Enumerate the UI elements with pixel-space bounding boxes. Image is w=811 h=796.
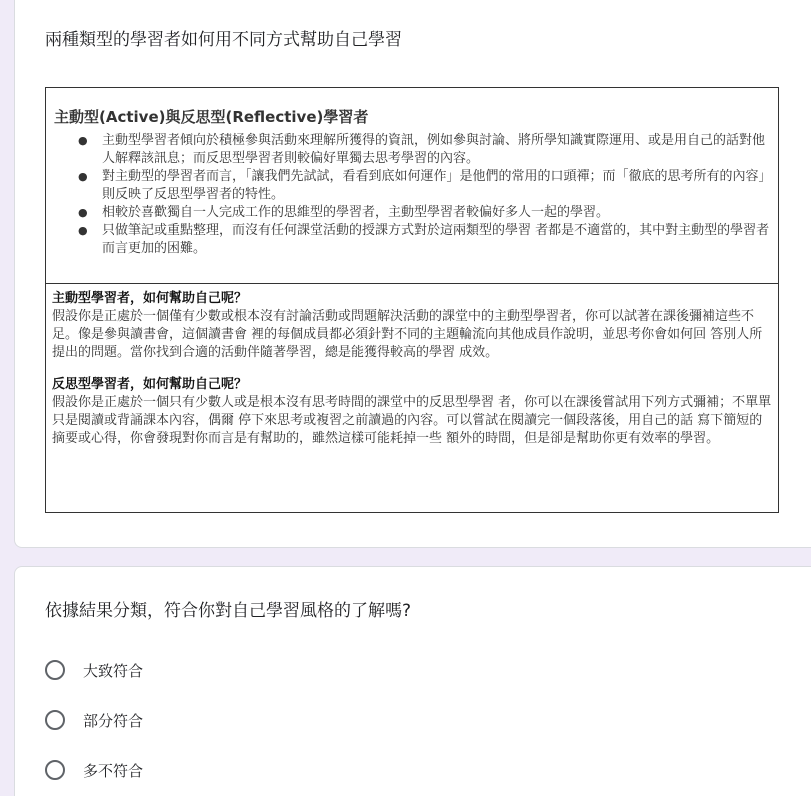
radio-option[interactable] xyxy=(45,757,143,783)
info-bullet-list xyxy=(54,132,770,258)
info-bullet: ● 只做筆記或重點整理，而沒有任何課堂活動的授課方式對於這兩類型的學習 者都是不適當的，其中對主動型的學習者而言更加的困難。 xyxy=(54,222,770,258)
reflective-tips-text: 假設你是正處於一個只有少數人或是根本沒有思考時間的課堂中的反思型學習 者，你可以在課後嘗試用下列方式彌補；不單單只是閱讀或背誦課本內容，偶爾 停下來思考或複習之前讀過的內容。可以嘗試在閱讀完一個段落後，用自己的話 寫下簡短的摘要或心得，你會發現對你而言是有幫助的，雖然這樣可能耗掉一些 額外的時間，但是卻是幫助你更有效率的學習。 xyxy=(52,395,772,446)
radio-button-icon[interactable] xyxy=(45,660,65,680)
radio-button-icon[interactable] xyxy=(45,760,65,780)
learner-types-section xyxy=(46,88,778,284)
question-card-fit xyxy=(14,566,811,796)
question-title: 兩種類型的學習者如何用不同方式幫助自己學習 xyxy=(45,30,402,50)
reflective-tips-heading: 反思型學習者，如何幫助自己呢？ xyxy=(52,377,248,392)
radio-option-label: 部分符合 xyxy=(83,711,144,730)
radio-option[interactable] xyxy=(45,657,143,683)
radio-button-icon[interactable] xyxy=(45,710,65,730)
radio-option-label: 多不符合 xyxy=(83,761,144,780)
radio-option[interactable] xyxy=(45,707,143,733)
info-bullet: ● 對主動型的學習者而言，「讓我們先試試，看看到底如何運作」是他們的常用的口頭禪；而「徹底的思考所有的內容」則反映了反思型學習者的特性。 xyxy=(54,168,770,204)
active-tips-heading: 主動型學習者，如何幫助自己呢？ xyxy=(52,291,248,306)
info-heading: 主動型(Active)與反思型(Reflective)學習者 xyxy=(54,108,369,126)
radio-option-label: 大致符合 xyxy=(83,661,144,680)
question-title: 依據結果分類，符合你對自己學習風格的了解嗎? xyxy=(45,601,412,621)
radio-group xyxy=(45,657,143,796)
question-card-info xyxy=(14,0,811,548)
info-bullet: ● 相較於喜歡獨自一人完成工作的思維型的學習者，主動型學習者較偏好多人一起的學習。 xyxy=(54,204,770,222)
active-tips-text: 假設你是正處於一個僅有少數或根本沒有討論活動或問題解決活動的課堂中的主動型學習者，你可以試著在課後彌補這些不足。像是參與讀書會，這個讀書會 裡的每個成員都必須針對不同的主題輪流向其他成員作說明，並思考你會如何回 答別人所提出的問題。當你找到合適的活動伴隨著學習，總是能獲得較高的學習 成效。 xyxy=(52,309,763,360)
info-bullet: ● 主動型學習者傾向於積極參與活動來理解所獲得的資訊，例如參與討論、將所學知識實際運用、或是用自己的話對他人解釋該訊息；而反思型學習者則較偏好單獨去思考學習的內容。 xyxy=(54,132,770,168)
info-image xyxy=(45,87,779,513)
tips-section xyxy=(46,284,778,448)
